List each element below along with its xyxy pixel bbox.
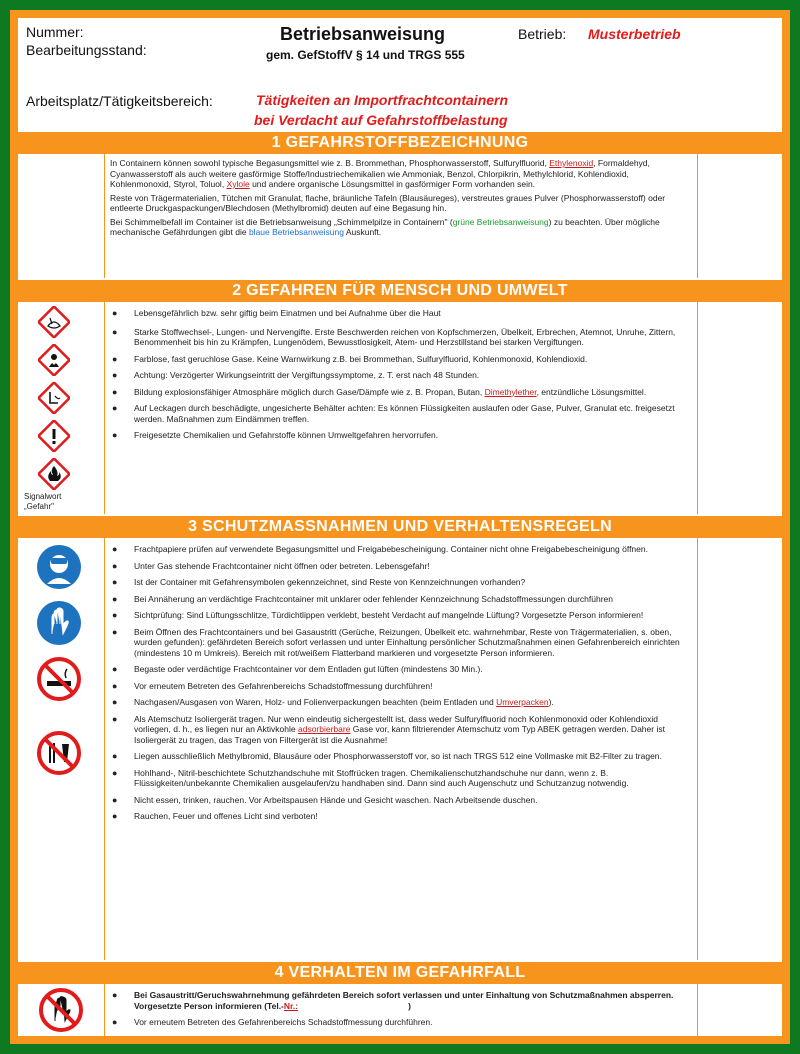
- s3-item-8: ● Vor erneutem Betreten des Gefahrenbereichs Schadstoffmessung durchführen!: [112, 680, 433, 691]
- section-3-content: [110, 544, 692, 822]
- s3-item-4: ● Bei Annäherung an verdächtige Frachtcontainer mit unklarer oder fehlender Kennzeichnung Schadstoffmessungen durchführen: [112, 593, 613, 604]
- section-2-header: 2 GEFAHREN FÜR MENSCH UND UMWELT: [18, 280, 782, 302]
- s2-item-2: ● Starke Stoffwechsel-, Lungen- und Nervengifte. Erste Beschwerden reichen von Kopfschmerzen, Übelkeit, Erbrechen, Atemnot, Unruhe, Zittern, Benommenheit bis hin zu Krämpfen, Lungenödem, Bewusstlosigkeit, Atem- und Herzstillstand bei starken Vergiftungen.: [112, 326, 676, 347]
- section-2-body: [18, 302, 782, 514]
- section-2-left-column: [18, 302, 105, 514]
- no-smoking-icon: [36, 656, 82, 702]
- signal-word: Signalwort „Gefahr": [24, 492, 62, 511]
- document-title: Betriebsanweisung: [280, 24, 446, 44]
- s3-item-1: ● Frachtpapiere prüfen auf verwendete Begasungsmittel und Freigabebescheinigung. Container nicht ohne Freigabebescheinigung öffnen.: [112, 544, 648, 554]
- section-3-header: 3 SCHUTZMASSNAHMEN UND VERHALTENSREGELN: [18, 516, 782, 538]
- s1-paragraph-1: In Containern können sowohl typische Begasungsmittel wie z. B. Brommethan, Phosphorwasserstoff, Sulfurylfluorid, Ethylenoxid, Formaldehyd, Cyanwasserstoff als auch weitere gasförmige Stoffe/Industriechemikalien wie Ammoniak, Benzol, Chlorpikrin, Methylchlorid, Kohlendioxid, Kohlenmonoxid, Styrol, Toluol, Xylole und andere organische Lösungsmittel in gasförmiger Form vorhanden sein.: [110, 158, 650, 189]
- s2-item-4: ● Achtung: Verzögerter Wirkungseintritt der Vergiftungssymptome, z. T. erst nach 48 Stunden.: [112, 370, 480, 380]
- betrieb-name: Musterbetrieb: [588, 26, 681, 42]
- document-frame: [10, 10, 790, 1044]
- no-entry-hand-icon: [38, 987, 84, 1033]
- section-1-right-column: [697, 154, 782, 278]
- s2-item-7: ● Freigesetzte Chemikalien und Gefahrstoffe können Umweltgefahren hervorrufen.: [112, 430, 439, 440]
- area-line-2: bei Verdacht auf Gefahrstoffbelastung: [254, 112, 508, 128]
- s1-paragraph-2: Reste von Trägermaterialien, Tütchen mit Granulat, flache, bräunliche Tafeln (Blausäureges), verstreutes graues Pulver (Phosphorwasserstoff) oder entleerte Druckgaspackungen/Blechdosen (Methylbromid) deuten auf eine Begasung hin.: [110, 192, 666, 213]
- ghs-toxic-skull-icon: [38, 382, 70, 414]
- s3-item-11: ● Liegen ausschließlich Methylbromid, Blausäure oder Phosphorwasserstoff vor, so ist nach TRGS 512 eine Vollmaske mit B2-Filter zu tragen.: [112, 751, 662, 761]
- section-2-content: [110, 308, 692, 441]
- bearbeitungsstand-label: Bearbeitungsstand:: [26, 42, 147, 58]
- document-sheet: [18, 18, 782, 1036]
- section-1-body: [18, 154, 782, 278]
- section-1-left-column: [18, 154, 105, 278]
- ghs-health-hazard-icon: [38, 344, 70, 376]
- section-4-left-column: [18, 984, 105, 1036]
- section-1-header: 1 GEFAHRSTOFFBEZEICHNUNG: [18, 132, 782, 154]
- s3-item-2: ● Unter Gas stehende Frachtcontainer nicht öffnen oder betreten. Lebensgefahr!: [112, 560, 430, 571]
- s3-item-7: ● Begaste oder verdächtige Frachtcontainer vor dem Entladen gut lüften (mindestens 30 Min.).: [112, 664, 483, 674]
- section-4-header: 4 VERHALTEN IM GEFAHRFALL: [18, 962, 782, 984]
- area-label: Arbeitsplatz/Tätigkeitsbereich:: [26, 93, 213, 109]
- s3-item-3: ● Ist der Container mit Gefahrensymbolen gekennzeichnet, sind Reste von Kennzeichnungen vorhanden?: [112, 577, 526, 587]
- ghs-environment-icon: [38, 306, 70, 338]
- s4-item-2: ● Vor erneutem Betreten des Gefahrenbereichs Schadstoffmessung durchführen.: [112, 1017, 433, 1027]
- s3-item-9: ● Nachgasen/Ausgasen von Waren, Holz- und Folienverpackungen beachten (beim Entladen und Umverpacken).: [112, 697, 554, 707]
- s3-item-12: ● Hohlhand-, Nitril-beschichtete Schutzhandschuhe mit Stoffrücken tragen. Chemikalienschutzhandschuhe nur dann, wenn z. B. Flüssigkeiten/unbekannte Chemikalien ausgelaufen/zu handhaben sind. Dann sind auch Augenschutz und Schutzanzug notwendig.: [112, 767, 629, 788]
- s1-paragraph-3: Bei Schimmelbefall im Container ist die Betriebsanweisung „Schimmelpilze in Containern" (grüne Betriebsanweisung) zu beachten. Über mögliche mechanische Gefährdungen gibt die blaue Betriebsanweisung Auskunft.: [110, 216, 660, 237]
- ghs-flame-icon: [38, 458, 70, 490]
- s4-item-1: ● Bei Gasaustritt/Geruchswahrnehmung gefährdeten Bereich sofort verlassen und unter Einhaltung von Schutzmaßnahmen absperren. Vorgesetzte Person informieren (Tel.-Nr.: ): [112, 990, 674, 1011]
- nummer-label: Nummer:: [26, 24, 84, 40]
- s3-item-6: ● Beim Öffnen des Frachtcontainers und bei Gasaustritt (Gerüche, Reizungen, Übelkeit etc. wahrnehmbar, Reste von Trägermaterialien, s. oben, wurden gefunden): gefährdeten Bereich sofort verlassen und unter Einhaltung persönlicher Schutzmaßnahmen einen Gefahrenbereich einrichten (mindestens 10 m Umkreis). Bereich mit rot/weißem Flatterband markieren und vorgesetzte Person informieren.: [112, 626, 680, 658]
- area-line-1: Tätigkeiten an Importfrachtcontainern: [256, 92, 509, 108]
- no-eating-drinking-icon: [36, 730, 82, 776]
- section-4-body: [18, 984, 782, 1036]
- gloves-mandatory-icon: [36, 600, 82, 646]
- section-4-right-column: [697, 984, 782, 1036]
- face-shield-mandatory-icon: [36, 544, 82, 590]
- section-4-content: [110, 990, 692, 1028]
- document-header: [18, 18, 782, 130]
- s2-item-5: ● Bildung explosionsfähiger Atmosphäre möglich durch Gase/Dämpfe wie z. B. Propan, Butan, Dimethylether, entzündliche Lösungsmittel.: [112, 386, 647, 397]
- s2-item-6: ● Auf Leckagen durch beschädigte, ungesicherte Behälter achten: Es können Flüssigkeiten auslaufen oder Gase, Pulver, Granulat etc. freigesetzt werden. Maßnahmen zum Eindämmen treffen.: [112, 403, 675, 424]
- ghs-exclamation-icon: [38, 420, 70, 452]
- s3-item-10: ● Als Atemschutz Isoliergerät tragen. Nur wenn eindeutig sichergestellt ist, dass weder Sulfurylfluorid noch Kohlenmonoxid oder Kohlendioxid vorliegen, d. h., es liegen nur an Aktivkohle adsorbierbare Gase vor, kann filtrierender Atemschutz vom Typ ABEK getragen werden. Daher ist Isoliergerät zu tragen, das Tragen von Filtergerät ist die Ausnahme!: [112, 713, 665, 745]
- s3-item-14: ● Rauchen, Feuer und offenes Licht sind verboten!: [112, 811, 318, 821]
- section-3-left-column: [18, 538, 105, 960]
- s2-item-3: ● Farblose, fast geruchlose Gase. Keine Warnwirkung z.B. bei Brommethan, Sulfurylfluorid, Kohlenmonoxid, Kohlendioxid.: [112, 353, 588, 364]
- section-1-content: [110, 158, 692, 241]
- betrieb-label: Betrieb:: [518, 26, 567, 42]
- s2-item-1: ● Lebensgefährlich bzw. sehr giftig beim Einatmen und bei Aufnahme über die Haut: [112, 308, 441, 318]
- section-3-right-column: [697, 538, 782, 960]
- section-2-right-column: [697, 302, 782, 514]
- s3-item-5: ● Sichtprüfung: Sind Lüftungsschlitze, Türdichtlippen verklebt, besteht Verdacht auf mangelnde Lüftung? Vorgesetzte Person informieren!: [112, 610, 644, 620]
- document-subtitle: gem. GefStoffV § 14 und TRGS 555: [266, 48, 465, 62]
- s3-item-13: ● Nicht essen, trinken, rauchen. Vor Arbeitspausen Hände und Gesicht waschen. Nach Arbeitsende duschen.: [112, 794, 538, 805]
- section-3-body: [18, 538, 782, 960]
